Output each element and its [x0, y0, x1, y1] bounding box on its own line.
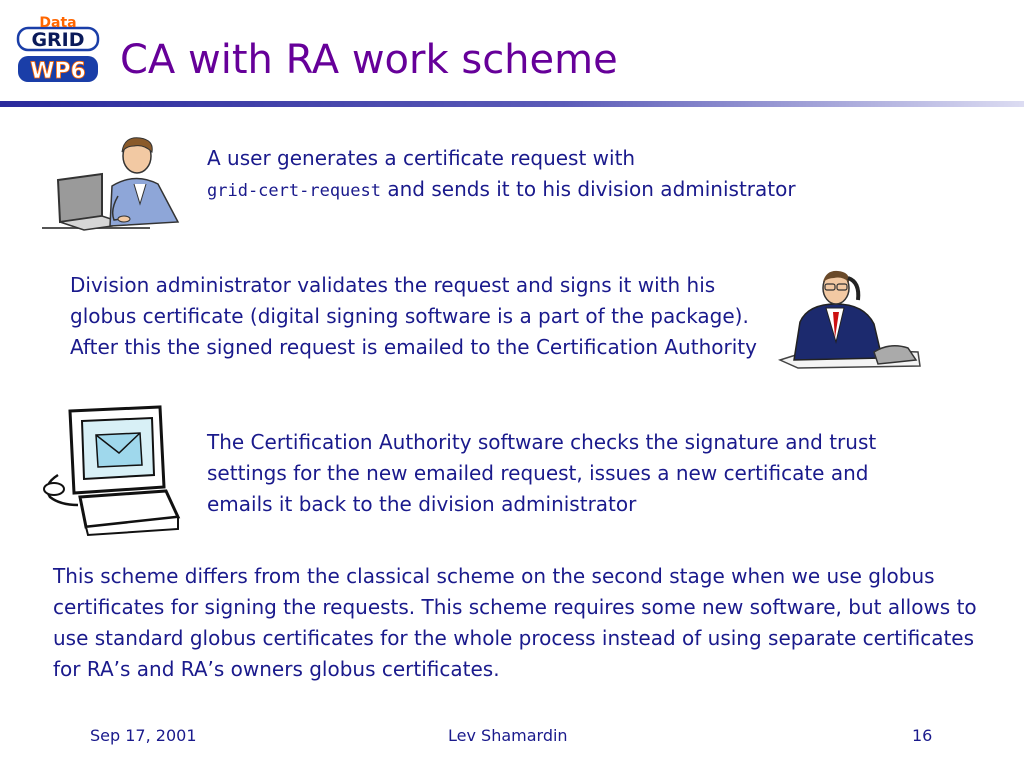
grid-cert-request-command: grid-cert-request — [207, 181, 381, 201]
step-ca-issues-certificate: The Certification Authority software checks the signature and trust settings for the new emailed request, issues a new certificate and emails it back to the division administrator — [207, 430, 877, 516]
logo-bottom-text: WP6 — [30, 59, 86, 84]
user-at-laptop-icon — [40, 134, 190, 234]
title-divider — [0, 101, 1024, 107]
page-title: CA with RA work scheme — [120, 37, 618, 83]
step-user-text-after: and sends it to his division administrator — [381, 177, 796, 201]
scheme-summary: This scheme differs from the classical scheme on the second stage when we use globus certificates for signing the requests. This scheme requires some new software, but allows to use standard globus certificates for the whole process instead of using separate certificates for RA’s and RA’s owners globus certificates. — [53, 564, 977, 681]
step-admin-signs: Division administrator validates the request and signs it with his globus certificate (digital signing software is a part of the package). After this the signed request is emailed to the Certification Authority — [70, 273, 757, 359]
slide-number: 16 — [912, 726, 933, 745]
datagrid-wp6-logo — [14, 12, 102, 86]
footer-date: Sep 17, 2001 — [90, 726, 197, 745]
step-user-text-before: A user generates a certificate request with — [207, 146, 636, 170]
logo-middle-text: GRID — [31, 29, 85, 51]
computer-with-email-icon — [40, 405, 185, 537]
logo-top-text: Data — [39, 15, 77, 31]
step-user-request — [207, 143, 807, 207]
administrator-on-phone-icon — [778, 268, 923, 376]
footer-author: Lev Shamardin — [448, 726, 568, 745]
